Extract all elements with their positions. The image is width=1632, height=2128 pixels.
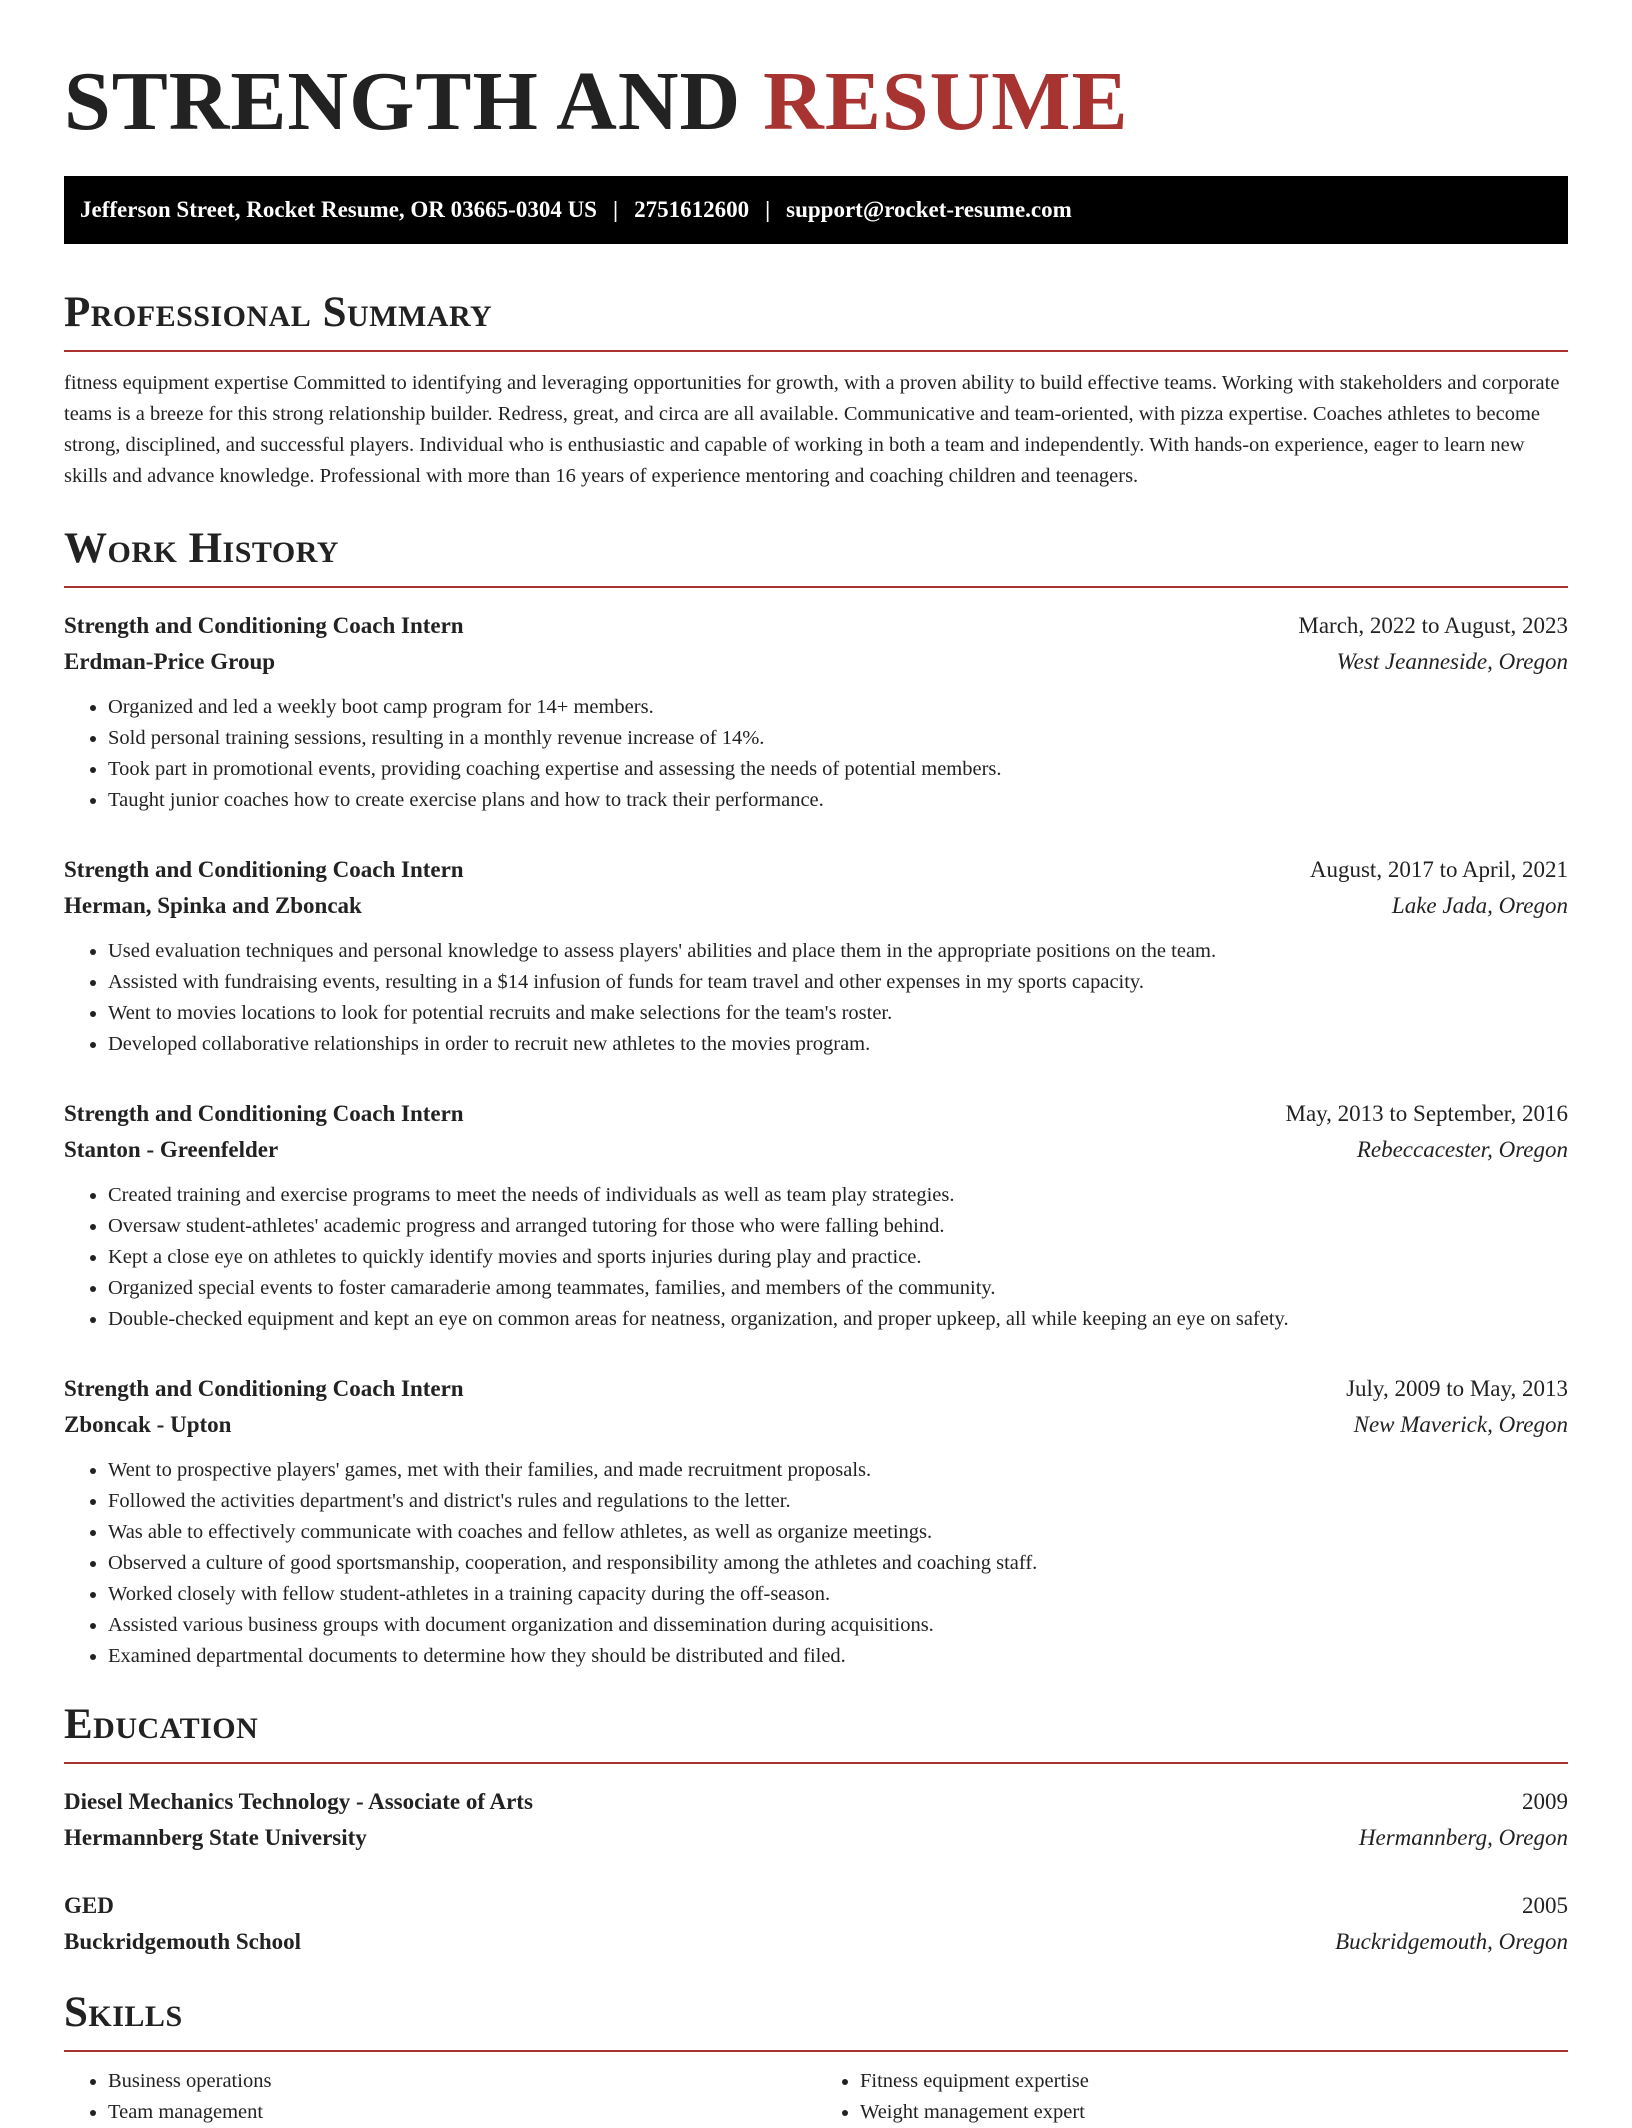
education-year: 2009: [1522, 1789, 1568, 1814]
skills-column-left: [64, 2066, 816, 2128]
job-bullet: • Was able to effectively communicate with coaches and fellow athletes, as well as organize meetings.: [108, 1517, 1568, 1548]
work-history-section: [64, 524, 1568, 1672]
job-bullet: • Went to prospective players' games, met with their families, and made recruitment proposals.: [108, 1455, 1568, 1486]
job-subheader: [64, 644, 1568, 680]
job-bullet: • Took part in promotional events, providing coaching expertise and assessing the needs of potential members.: [108, 754, 1568, 785]
contact-separator: |: [612, 197, 619, 222]
job-role: Strength and Conditioning Coach Intern: [64, 1376, 464, 1401]
education-entry: [64, 1888, 1568, 1960]
job-company: Stanton - Greenfelder: [64, 1137, 279, 1162]
job-entry: [64, 852, 1568, 1060]
contact-bar: [64, 176, 1568, 244]
job-bullet: • Kept a close eye on athletes to quickly identify movies and sports injuries during play and practice.: [108, 1242, 1568, 1273]
education-subheader: [64, 1924, 1568, 1960]
summary-section: [64, 288, 1568, 492]
section-divider: [64, 2050, 1568, 2052]
summary-text: fitness equipment expertise Committed to identifying and leveraging opportunities for growth, with a proven ability to build effective teams. Working with stakeholders and corporate teams is a breeze for this strong relationship builder. Redress, great, and circa are all available. Communicative and team-oriented, with pizza expertise. Coaches athletes to become strong, disciplined, and successful players. Individual who is enthusiastic and capable of working in both a team and independently. With hands-on experience, eager to learn new skills and advance knowledge. Professional with more than 16 years of experience mentoring and coaching children and teenagers.: [64, 372, 1560, 487]
job-dates: May, 2013 to September, 2016: [1285, 1101, 1568, 1126]
job-role: Strength and Conditioning Coach Intern: [64, 857, 464, 882]
job-entry: [64, 1371, 1568, 1672]
job-role: Strength and Conditioning Coach Intern: [64, 1101, 464, 1126]
job-dates: July, 2009 to May, 2013: [1346, 1376, 1568, 1401]
job-location: New Maverick, Oregon: [1353, 1412, 1568, 1437]
job-bullets: [64, 1455, 1568, 1672]
section-divider: [64, 350, 1568, 352]
job-bullet: • Used evaluation techniques and personal knowledge to assess players' abilities and place them in the appropriate positions on the team.: [108, 936, 1568, 967]
job-bullet: • Oversaw student-athletes' academic progress and arranged tutoring for those who were falling behind.: [108, 1211, 1568, 1242]
job-bullet: • Went to movies locations to look for potential recruits and make selections for the team's roster.: [108, 998, 1568, 1029]
section-title-skills: Skills: [64, 1989, 183, 2036]
job-header: [64, 608, 1568, 644]
job-bullet: • Examined departmental documents to determine how they should be distributed and filed.: [108, 1641, 1568, 1672]
education-year: 2005: [1522, 1893, 1568, 1918]
job-dates: March, 2022 to August, 2023: [1298, 613, 1568, 638]
skill-item: • Business operations: [108, 2066, 816, 2097]
name-accent: RESUME: [763, 55, 1129, 148]
job-bullet: • Observed a culture of good sportsmanship, cooperation, and responsibility among the athletes and coaching staff.: [108, 1548, 1568, 1579]
job-role: Strength and Conditioning Coach Intern: [64, 613, 464, 638]
education-degree: GED: [64, 1893, 114, 1918]
job-bullet: • Worked closely with fellow student-athletes in a training capacity during the off-season.: [108, 1579, 1568, 1610]
education-subheader: [64, 1820, 1568, 1856]
job-dates: August, 2017 to April, 2021: [1309, 857, 1568, 882]
job-header: [64, 1371, 1568, 1407]
job-bullet: • Assisted with fundraising events, resulting in a $14 infusion of funds for team travel and other expenses in my sports capacity.: [108, 967, 1568, 998]
contact-separator: |: [765, 197, 771, 222]
job-bullets: [64, 692, 1568, 816]
education-degree: Diesel Mechanics Technology - Associate of Arts: [64, 1789, 533, 1814]
job-location: Rebeccacester, Oregon: [1356, 1137, 1568, 1162]
job-header: [64, 1096, 1568, 1132]
name-main: STRENGTH AND: [64, 55, 742, 148]
job-entry: [64, 608, 1568, 816]
education-location: Buckridgemouth, Oregon: [1335, 1929, 1568, 1954]
job-location: Lake Jada, Oregon: [1391, 893, 1568, 918]
section-title-education: Education: [64, 1701, 259, 1748]
job-entry: [64, 1096, 1568, 1335]
job-company: Erdman-Price Group: [64, 649, 276, 674]
job-bullet: • Sold personal training sessions, resulting in a monthly revenue increase of 14%.: [108, 723, 1568, 754]
job-bullet: • Organized and led a weekly boot camp program for 14+ members.: [108, 692, 1568, 723]
skills-grid: [64, 2066, 1568, 2128]
job-bullet: • Double-checked equipment and kept an eye on common areas for neatness, organization, and proper upkeep, all while keeping an eye on safety.: [108, 1304, 1568, 1335]
job-subheader: [64, 888, 1568, 924]
job-subheader: [64, 1407, 1568, 1443]
job-bullet: • Followed the activities department's and district's rules and regulations to the letter.: [108, 1486, 1568, 1517]
job-company: Herman, Spinka and Zboncak: [64, 893, 362, 918]
job-bullet: • Created training and exercise programs to meet the needs of individuals as well as team play strategies.: [108, 1180, 1568, 1211]
skill-item: • Weight management expert: [860, 2097, 1568, 2128]
education-school: Hermannberg State University: [64, 1825, 367, 1850]
job-bullets: [64, 1180, 1568, 1335]
skills-section: [64, 1988, 1568, 2128]
job-location: West Jeanneside, Oregon: [1336, 649, 1568, 674]
section-title-work-history: Work History: [64, 525, 339, 572]
education-header: [64, 1784, 1568, 1820]
education-header: [64, 1888, 1568, 1924]
contact-address: Jefferson Street, Rocket Resume, OR 03665-0304 US: [80, 197, 597, 222]
section-title-summary: Professional Summary: [64, 289, 493, 336]
skills-column-right: [816, 2066, 1568, 2128]
education-section: [64, 1700, 1568, 1960]
contact-email[interactable]: support@rocket-resume.com: [786, 197, 1072, 222]
job-bullet: • Taught junior coaches how to create exercise plans and how to track their performance.: [108, 785, 1568, 816]
skill-item: • Team management: [108, 2097, 816, 2128]
contact-phone: 2751612600: [634, 197, 750, 222]
education-school: Buckridgemouth School: [64, 1929, 302, 1954]
education-entry: [64, 1784, 1568, 1856]
job-bullet: • Organized special events to foster camaraderie among teammates, families, and members of the community.: [108, 1273, 1568, 1304]
job-subheader: [64, 1132, 1568, 1168]
job-bullet: • Developed collaborative relationships in order to recruit new athletes to the movies program.: [108, 1029, 1568, 1060]
job-header: [64, 852, 1568, 888]
section-divider: [64, 1762, 1568, 1764]
job-bullet: • Assisted various business groups with document organization and dissemination during acquisitions.: [108, 1610, 1568, 1641]
education-location: Hermannberg, Oregon: [1358, 1825, 1568, 1850]
resume-name: [64, 52, 1568, 152]
job-bullets: [64, 936, 1568, 1060]
job-company: Zboncak - Upton: [64, 1412, 232, 1437]
section-divider: [64, 586, 1568, 588]
skill-item: • Fitness equipment expertise: [860, 2066, 1568, 2097]
